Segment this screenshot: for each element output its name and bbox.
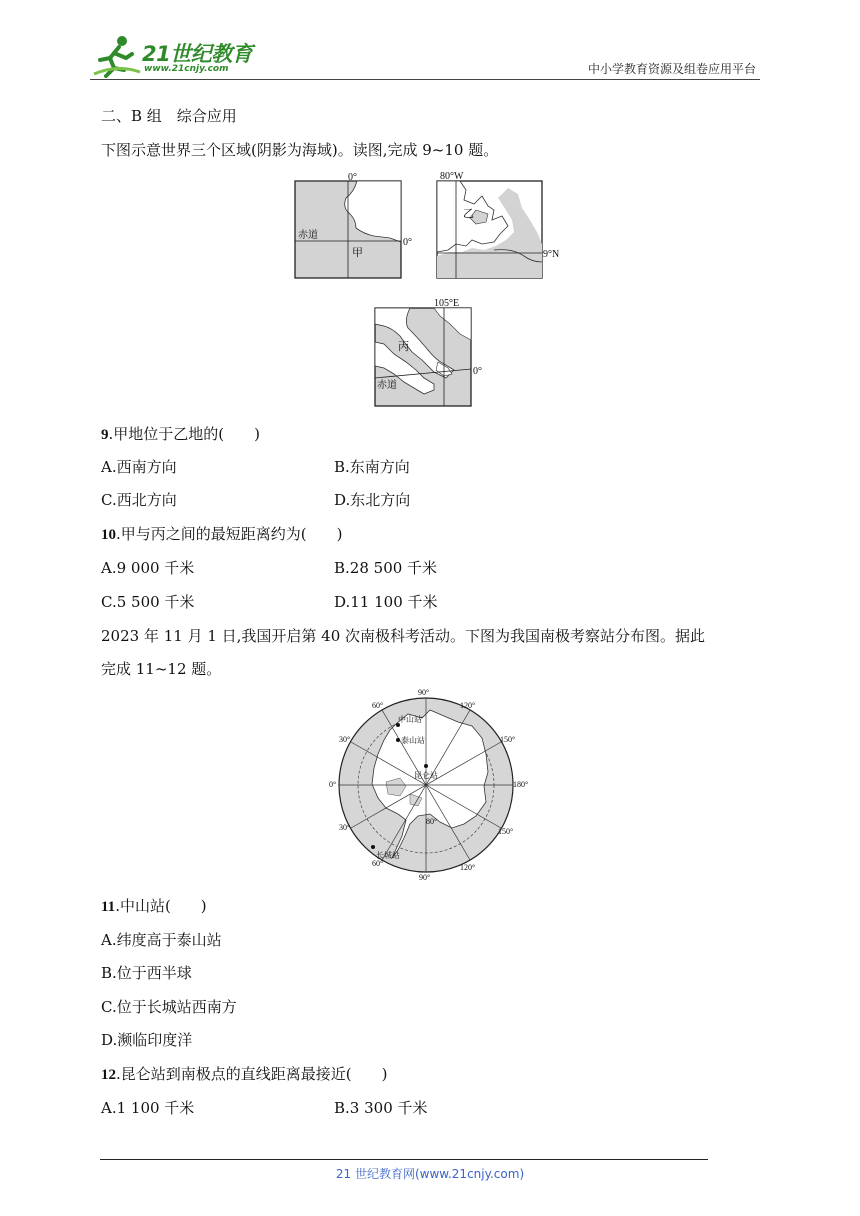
footer-link[interactable]: 21 世纪教育网(www.21cnjy.com) — [335, 1167, 525, 1181]
antarctic-label-60-bottom: 60° — [372, 859, 384, 868]
logo-name: 21世纪教育 — [142, 42, 253, 66]
logo-url: www.21cnjy.com — [144, 64, 229, 74]
map-bing-lat-label: 0° — [473, 366, 482, 377]
footer-divider — [100, 1159, 708, 1160]
question-12 — [101, 1064, 387, 1085]
map-jia-place-label: 甲 — [352, 247, 363, 259]
antarctic-label-0: 0° — [329, 780, 337, 789]
map-bing-equator-label: 赤道 — [377, 380, 397, 391]
question-9-number: 9 — [101, 427, 109, 443]
question-9-option-b: B.东南方向 — [334, 458, 410, 476]
station-changcheng: 长城站 — [376, 851, 400, 860]
question-12-stem: .昆仑站到南极点的直线距离最接近( ) — [116, 1065, 388, 1083]
question-11-option-c: C.位于长城站西南方 — [101, 998, 237, 1016]
question-10-option-b: B.28 500 千米 — [334, 559, 438, 577]
antarctic-label-180: 180° — [513, 780, 529, 789]
question-10-number: 10 — [101, 527, 116, 543]
antarctic-label-lat-80: 80° — [426, 817, 438, 826]
question-9 — [101, 424, 260, 445]
question-11 — [101, 896, 207, 917]
question-12-option-a: A.1 100 千米 — [101, 1099, 195, 1117]
question-9-options-row1 — [101, 457, 410, 477]
map-bing-lon-label: 105°E — [434, 298, 460, 309]
map-jia-lat-label: 0° — [403, 237, 412, 248]
question-10-option-d: D.11 100 千米 — [334, 593, 438, 611]
antarctic-label-60-top: 60° — [372, 701, 384, 710]
map-bing — [374, 298, 492, 408]
runner-icon — [92, 34, 142, 78]
antarctic-label-top-90: 90° — [418, 688, 430, 697]
question-9-stem: .甲地位于乙地的( ) — [108, 425, 260, 443]
map-yi-place-label: 乙 — [463, 208, 474, 220]
map-jia-equator-label: 赤道 — [298, 230, 318, 241]
question-9-option-a: A.西南方向 — [101, 458, 177, 476]
station-kunlun: 昆仑站 — [414, 771, 438, 780]
antarctic-label-30-bottom: 30° — [339, 823, 351, 832]
question-9-options-row2 — [101, 490, 411, 510]
station-taishan: 泰山站 — [401, 736, 425, 745]
question-10 — [101, 524, 342, 545]
antarctic-label-150-top: 150° — [500, 735, 516, 744]
antarctic-label-30-top: 30° — [339, 735, 351, 744]
intro-text-1: 下图示意世界三个区域(阴影为海域)。读图,完成 9~10 题。 — [101, 141, 499, 159]
antarctic-station-map — [326, 686, 536, 884]
map-bing-place-label: 丙 — [398, 341, 409, 353]
antarctic-label-120-bottom: 120° — [460, 863, 476, 872]
question-11-option-d: D.濒临印度洋 — [101, 1031, 193, 1049]
header-divider — [90, 79, 760, 80]
question-10-option-c: C.5 500 千米 — [101, 593, 195, 611]
platform-name: 中小学教育资源及组卷应用平台 — [587, 62, 756, 76]
site-logo — [92, 34, 262, 78]
map-yi-lon-label: 80°W — [440, 171, 464, 182]
question-10-options-row2 — [101, 592, 438, 612]
question-11-number: 11 — [101, 899, 116, 915]
intro-text-2-line2: 完成 11~12 题。 — [101, 660, 222, 678]
question-11-stem: .中山站( ) — [115, 897, 207, 915]
map-yi-lat-label: 9°N — [543, 249, 560, 260]
antarctic-label-120-top: 120° — [460, 701, 476, 710]
station-zhongshan: 中山站 — [398, 715, 422, 724]
question-11-option-a: A.纬度高于泰山站 — [101, 931, 222, 949]
antarctic-label-150-bottom: 150° — [498, 827, 514, 836]
question-10-options-row1 — [101, 558, 438, 578]
antarctic-label-bottom-90: 90° — [419, 873, 431, 882]
question-9-option-d: D.东北方向 — [334, 491, 411, 509]
question-9-option-c: C.西北方向 — [101, 491, 177, 509]
map-jia — [294, 172, 418, 280]
question-11-option-b: B.位于西半球 — [101, 964, 192, 982]
intro-text-2-line1: 2023 年 11 月 1 日,我国开启第 40 次南极科考活动。下图为我国南极考察站分布图。据此 — [101, 627, 706, 645]
map-jia-lon-label: 0° — [348, 172, 357, 183]
question-12-options-row1 — [101, 1098, 428, 1118]
question-10-stem: .甲与丙之间的最短距离约为( ) — [116, 525, 343, 543]
question-10-option-a: A.9 000 千米 — [101, 559, 195, 577]
section-title: 二、B 组 综合应用 — [101, 107, 237, 125]
question-12-number: 12 — [101, 1067, 116, 1083]
question-12-option-b: B.3 300 千米 — [334, 1099, 428, 1117]
map-yi — [436, 170, 568, 282]
